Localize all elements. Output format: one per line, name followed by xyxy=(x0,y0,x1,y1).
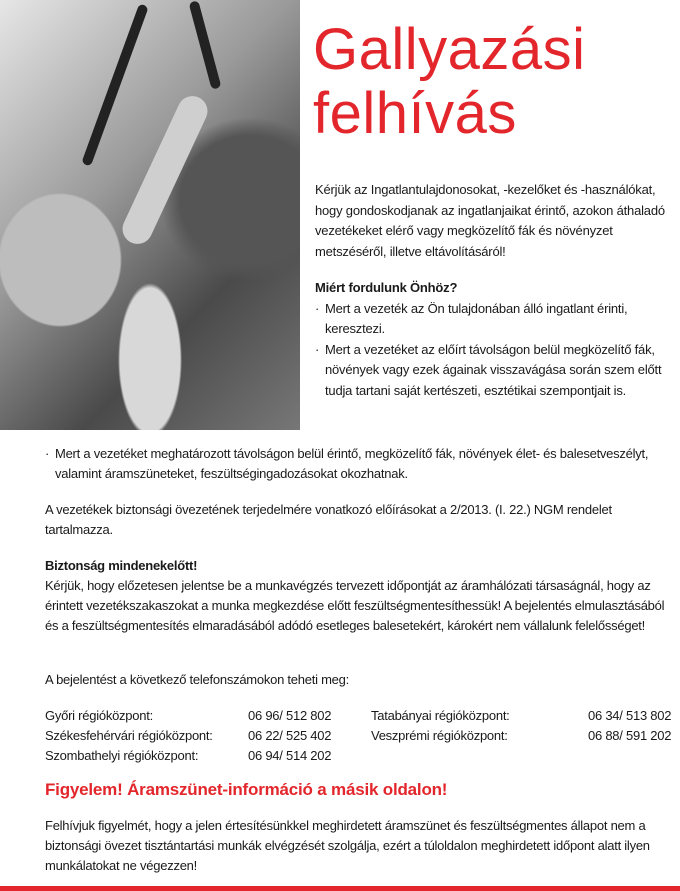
regulation-section xyxy=(45,500,675,540)
phone-label: Tatabányai régióközpont: xyxy=(371,708,510,723)
bottom-accent-bar xyxy=(0,886,680,891)
notice-heading-section xyxy=(45,779,675,801)
safety-section xyxy=(45,556,675,636)
why-bullet: · Mert a vezetéket az előírt távolságon belül megközelítő fák, növények vagy ezek ágainak visszavágása során szem előtt tudja tartani saját kertészeti, esztétikai szempontjait is. xyxy=(315,340,677,402)
phone-number: 06 96/ 512 802 xyxy=(248,708,332,723)
why-heading: Miért fordulunk Önhöz? xyxy=(315,280,458,295)
phone-label: Székesfehérvári régióközpont: xyxy=(45,728,213,743)
pruner-handle xyxy=(189,0,222,90)
page-title xyxy=(313,18,586,146)
why-bullet: · Mert a vezeték az Ön tulajdonában álló ingatlant érinti, keresztezi. xyxy=(315,299,677,340)
regulation-text: A vezetékek biztonsági övezetének terjedelmére vonatkozó előírásokat a 2/2013. (I. 22.) NGM rendelet tartalmazza. xyxy=(45,502,612,537)
phones-section xyxy=(45,670,675,690)
intro-section xyxy=(315,180,677,401)
safety-heading: Biztonság mindenekelőtt! xyxy=(45,558,198,573)
bullet-text: Mert a vezetéket az előírt távolságon belül megközelítő fák, növények vagy ezek ágainak visszavágása során szem előtt tudja tartani saját kertészeti, esztétikai szempontjait is. xyxy=(325,341,662,398)
phone-label: Győri régióközpont: xyxy=(45,708,153,723)
notice-section xyxy=(45,816,675,876)
notice-heading: Figyelem! Áramszünet-információ a másik oldalon! xyxy=(45,780,448,799)
phone-number: 06 94/ 514 202 xyxy=(248,748,332,763)
bullet-text: Mert a vezeték az Ön tulajdonában álló ingatlant érinti, keresztezi. xyxy=(325,300,628,336)
bullet-text: Mert a vezetéket meghatározott távolságon belül érintő, megközelítő fák, növények élet- és balesetveszélyt, valamint áramszüneteket, feszültségingadozásokat okozhatnak. xyxy=(55,446,649,481)
phone-list-section xyxy=(45,706,675,766)
phone-list xyxy=(45,706,675,766)
safety-text: Kérjük, hogy előzetesen jelentse be a munkavégzés tervezett időpontját az áramhálózati társaságnál, hogy az érintett vezetékszakaszokat a munka megkezdése előtt feszültségmentesíthessük! A bejelentés elmulasztásából és a feszültségmentesítés elmaradásából adódó esetleges balesetekért, károkért nem vállalunk felelősséget! xyxy=(45,578,665,633)
why-bullet: · Mert a vezetéket meghatározott távolságon belül érintő, megközelítő fák, növények élet- és balesetveszélyt, valamint áramszüneteket, feszültségingadozásokat okozhatnak. xyxy=(45,444,675,484)
phone-number: 06 88/ 591 202 xyxy=(588,728,672,743)
phones-intro: A bejelentést a következő telefonszámokon teheti meg: xyxy=(45,672,349,687)
arm-shape xyxy=(118,91,213,249)
pruning-photo xyxy=(0,0,300,430)
phone-number: 06 34/ 513 802 xyxy=(588,708,672,723)
title-line-1: Gallyazási xyxy=(313,17,586,82)
notice-text: Felhívjuk figyelmét, hogy a jelen értesítésünkkel meghirdetett áramszünet és feszültségmentes állapot nem a biztonsági övezet tisztántartási munkák elvégzését szolgálja, ezért a túloldalon meghirdetett időpont alatt ilyen munkálatokat ne végezzen! xyxy=(45,818,650,873)
bullet-section xyxy=(45,444,675,484)
pruner-handle xyxy=(81,3,149,166)
intro-text: Kérjük az Ingatlantulajdonosokat, -kezelőket és -használókat, hogy gondoskodjanak az ingatlanjaikat érintő, azokon áthaladó vezetékeket elérő vagy megközelítő fák és növényzet metszéséről, illetve eltávolításáról! xyxy=(315,182,665,259)
title-line-2: felhívás xyxy=(313,81,517,146)
phone-label: Szombathelyi régióközpont: xyxy=(45,748,199,763)
phone-number: 06 22/ 525 402 xyxy=(248,728,332,743)
phone-label: Veszprémi régióközpont: xyxy=(371,728,508,743)
